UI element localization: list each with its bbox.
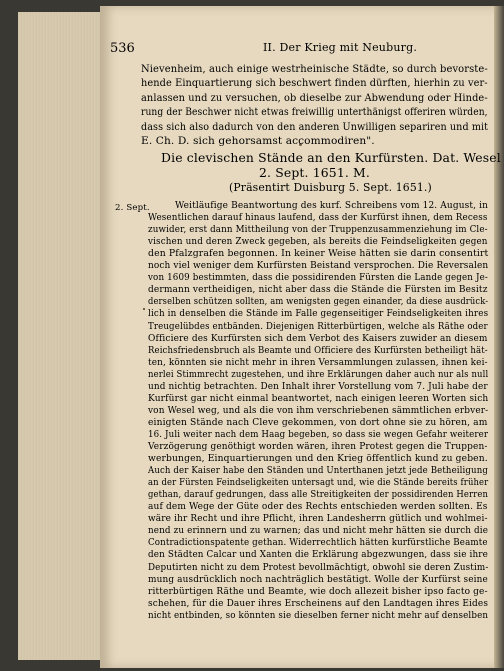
book-page-edges	[18, 12, 103, 660]
body-line-top: dass sich also dadurch von den anderen Unwilligen separiren und mit	[141, 120, 489, 133]
body-line: wäre ihr Recht und ihre Pflicht, ihren Landesherrn gütlich und wohlmei-	[148, 513, 488, 525]
body-line: den Städten Calcar und Xanten die Erklärung abgezwungen, dass sie ihre	[148, 549, 488, 561]
body-line: vischen und deren Zweck gegeben, als bereits die Feindseligkeiten gegen	[148, 236, 488, 248]
body-line: Contradictionspatente gethan. Widerrechtlich hätten kurfürstliche Beamte	[148, 537, 488, 549]
body-line: noch viel weniger dem Kurfürsten Beistand versprochen. Die Reversalen	[148, 260, 489, 272]
body-line: werbungen, Einquartierungen und den Krieg öffentlich kund zu geben.	[148, 453, 488, 465]
body-line: nerlei Stimmrecht zugestehen, und ihre Erklärungen daher auch nur als null	[148, 368, 489, 380]
section-heading: Die clevischen Stände an den Kurfürsten. Dat. Wesel	[161, 150, 501, 165]
body-line: Deputirten nicht zu dem Protest bevollmächtigt, obwohl sie deren Zustim-	[148, 561, 489, 573]
gutter-shadow	[494, 6, 504, 668]
body-line: gethan, darauf gedrungen, dass alle Streitigkeiten der possidirenden Herren	[148, 489, 489, 501]
body-line: Treugelübdes entbänden. Diejenigen Ritterbürtigen, welche als Räthe oder	[148, 320, 488, 332]
body-line: von Wesel weg, und als die von ihm verschriebenen sämmtlichen erbver-	[148, 404, 489, 416]
body-line: an der Fürsten Feindseligkeiten untersagt und, wie die Stände bereits früher	[148, 477, 489, 489]
body-line-top: hende Einquartierung sich beschwert finden dürften, hierhin zu ver-	[141, 77, 488, 90]
body-line: Wesentlichen darauf hinaus laufend, dass der Kurfürst ihnen, dem Recess	[148, 212, 488, 224]
body-line: schehen, für die Dauer ihres Erscheinens auf den Landtagen ihres Eides	[148, 597, 489, 609]
body-line: ten, könnten sie nicht mehr in ihren Versammlungen zulassen, ihnen kei-	[148, 356, 488, 368]
body-line-top: Nievenheim, auch einige westrheinische Städte, so durch bevorste-	[141, 63, 488, 75]
section-date: 2. Sept. 1651. M.	[259, 165, 370, 180]
body-line: Officiere des Kurfürsten sich dem Verbot des Kaisers zuwider an diesem	[148, 332, 488, 344]
body-line: zuwider, erst dann Mittheilung von der Truppenzusammenziehung im Cle-	[148, 224, 488, 236]
section-presented-note: (Präsentirt Duisburg 5. Sept. 1651.)	[229, 181, 432, 194]
body-line: ritterbürtigen Räthe und Beamte, wie doch allezeit bisher ipso facto ge-	[148, 585, 488, 597]
body-line: von 1609 bestimmten, dass die possidirenden Fürsten die Lande gegen Je-	[148, 272, 488, 284]
body-line: und nichtig betrachten. Den Inhalt ihrer Vorstellung vom 7. Juli habe der	[148, 380, 488, 392]
body-line: nicht entbinden, so könnten sie dieselben ferner nicht mehr auf denselben	[148, 609, 489, 621]
running-head: II. Der Krieg mit Neuburg.	[263, 41, 418, 54]
body-line: Kurfürst gar nicht einmal beantwortet, nach einigen leeren Worten sich	[148, 392, 489, 404]
body-line: einigten Stände nach Cleve gekommen, von dort ohne sie zu hören, am	[148, 416, 488, 428]
body-line-top: anlassen und zu versuchen, ob dieselbe zur Abwendung oder Hinde-	[141, 91, 488, 104]
page-number: 536	[110, 41, 135, 56]
body-line: derselben schützen sollten, am wenigsten gegen einander, da diese ausdrück-	[148, 296, 489, 308]
body-line: nend zu erinnern und zu warnen; das und nicht mehr hätten sie durch die	[148, 525, 489, 537]
margin-date: 2. Sept.	[115, 203, 150, 213]
body-line: Auch der Kaiser habe den Ständen und Unterthanen jetzt jede Betheiligung	[148, 465, 488, 477]
margin-speck	[143, 308, 145, 310]
body-line-top: rung der Beschwer nicht etwas freiwillig unterthänigst offeriren würden,	[141, 106, 488, 119]
body-line: den Pfalzgrafen begonnen. In keiner Weise hätten sie darin consentirt	[148, 248, 489, 260]
body-line: Verzögerung genöthigt worden wären, ihren Protest gegen die Truppen-	[148, 441, 488, 452]
body-line: dermann vertheidigen, nicht aber dass die Stände die Fürsten im Besitz	[148, 284, 488, 296]
body-line: 16. Juli weiter nach dem Haag begeben, so dass sie wegen Gefahr weiterer	[148, 428, 489, 440]
body-line: mung ausdrücklich noch nachträglich bestätigt. Wolle der Kurfürst seine	[148, 573, 488, 585]
body-line-top: E. Ch. D. sich gehorsamst accommodiren".	[141, 135, 375, 147]
body-line: auf dem Wege der Güte oder des Rechts entschieden werden sollten. Es	[148, 501, 488, 513]
body-line: Reichsfriedensbruch als Beamte und Officiere des Kurfürsten betheiligt hät-	[148, 344, 488, 356]
body-line: Weitläufige Beantwortung des kurf. Schreibens vom 12. August, in	[175, 200, 489, 211]
body-line: lich in denselben die Stände im Falle gegenseitiger Feindseligkeiten ihres	[148, 308, 489, 320]
